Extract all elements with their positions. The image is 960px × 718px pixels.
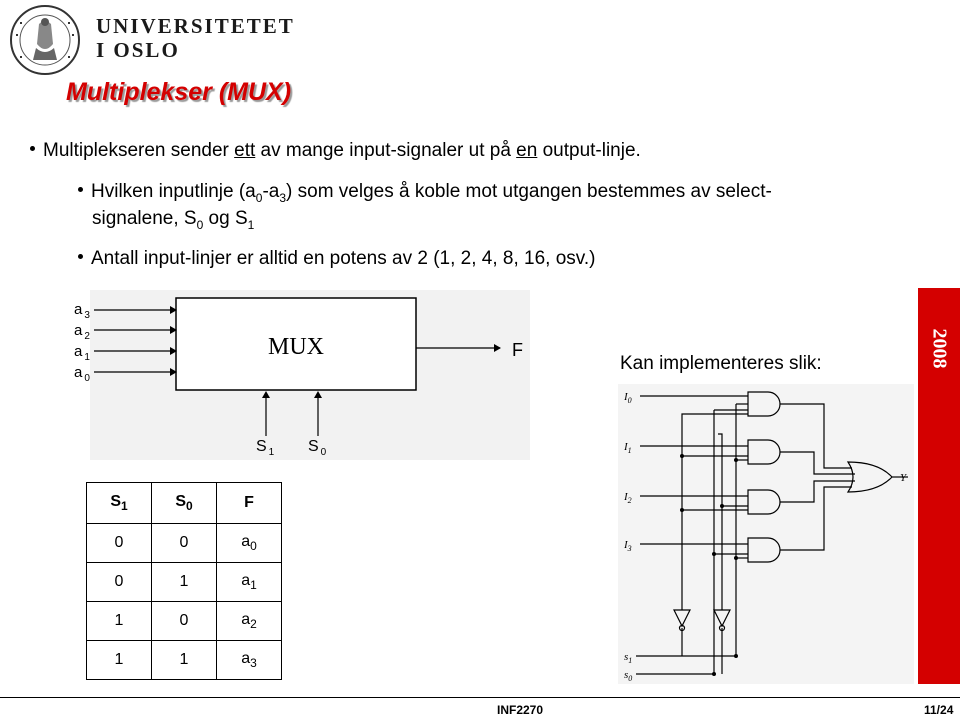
select-label-s0: S $_0$ xyxy=(308,438,327,458)
university-name-line2: I OSLO xyxy=(96,38,180,62)
circuit-select-s1: $s_1$ xyxy=(624,651,633,665)
table-row: 1 0 $a_2$ xyxy=(87,602,282,641)
truth-table xyxy=(86,482,282,680)
gate-level-mux-circuit xyxy=(618,384,914,684)
circuit-output-y: Y xyxy=(900,472,907,484)
input-label-a3: a $_3$ xyxy=(74,301,90,321)
input-label-a1: a $_1$ xyxy=(74,343,90,363)
table-header-row xyxy=(87,483,282,524)
footer-course-code: INF2270 xyxy=(497,703,544,717)
output-label-f: F xyxy=(512,340,523,360)
circuit-input-i2: $I_2$ xyxy=(624,491,632,505)
input-label-a2: a $_2$ xyxy=(74,322,90,342)
bullet-2: Hvilken inputlinje $(a_0-a_3)$ som velges å koble mot utgangen bestemmes av select- xyxy=(78,180,772,210)
circuit-input-i3: $I_3$ xyxy=(624,539,632,553)
year-label: 2008 xyxy=(928,328,951,368)
table-row: 0 0 $a_0$ xyxy=(87,524,282,563)
footer-page-number: 11/24 xyxy=(924,703,954,717)
slide-title: Multiplekser (MUX) xyxy=(66,78,292,106)
circuit-select-s0: $s_0$ xyxy=(624,669,633,683)
implement-note: Kan implementeres slik: xyxy=(620,353,822,374)
select-label-s1: S $_1$ xyxy=(256,438,275,458)
bullet-dot xyxy=(78,187,83,192)
bullet-1: Multiplekseren sender ett av mange input-signaler ut på en output-linje. xyxy=(30,139,641,163)
bullet-2-line2: signalene, $S_0$ og $S_1$ xyxy=(92,208,255,232)
header-f: F xyxy=(217,483,282,524)
table-row: 0 1 $a_1$ xyxy=(87,563,282,602)
footer-divider xyxy=(0,697,960,698)
bullet-dot xyxy=(78,254,83,259)
circuit-input-i1: $I_1$ xyxy=(624,441,632,455)
university-name-line1: UNIVERSITETET xyxy=(96,14,295,38)
circuit-input-i0: $I_0$ xyxy=(624,391,632,405)
university-seal-logo xyxy=(6,4,84,76)
mux-block-diagram xyxy=(60,290,530,470)
mux-label: MUX xyxy=(267,334,325,360)
header-s0: $S_0$ xyxy=(152,483,217,524)
bullet-3: Antall input-linjer er alltid en potens av 2 (1, 2, 4, 8, 16, osv.) xyxy=(78,247,595,271)
table-row: 1 1 $a_3$ xyxy=(87,641,282,680)
year-side-band xyxy=(918,288,960,684)
bullet-dot xyxy=(30,146,35,151)
header-s1: $S_1$ xyxy=(87,483,152,524)
input-label-a0: a $_0$ xyxy=(74,364,90,384)
